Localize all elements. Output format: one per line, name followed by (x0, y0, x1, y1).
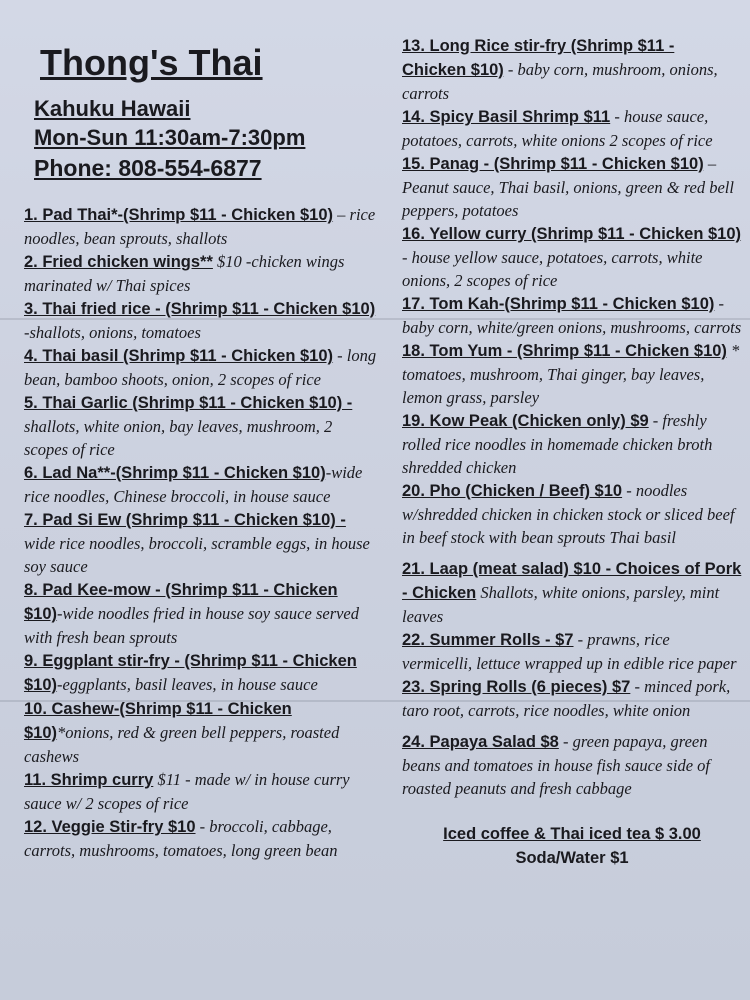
menu-item (24, 203, 380, 250)
item-name: 14. Spicy Basil Shrimp $11 (402, 108, 611, 126)
item-name: 1. Pad Thai*-(Shrimp $11 - Chicken $10) (24, 206, 334, 224)
menu-item (24, 649, 380, 697)
menu-item (402, 557, 742, 628)
item-name: 21. Laap (meat salad) $10 - Choices of Pork - Chicken (402, 560, 742, 602)
opening-hours: Mon-Sun 11:30am-7:30pm (34, 125, 306, 150)
item-description: - long bean, bamboo shoots, onion, 2 scopes of rice (24, 346, 377, 389)
drinks-soda-water: Soda/Water $1 (515, 849, 629, 867)
item-description: wide rice noodles, broccoli, scramble eggs, in house soy sauce (24, 534, 370, 576)
menu-item (24, 815, 380, 862)
item-name: 11. Shrimp curry (24, 771, 154, 789)
restaurant-name: Thong's Thai (40, 42, 263, 83)
phone-number: Phone: 808-554-6877 (34, 155, 262, 181)
item-name: 2. Fried chicken wings** (24, 253, 213, 271)
item-name: 23. Spring Rolls (6 pieces) $7 (402, 678, 631, 696)
menu-item (24, 461, 380, 508)
item-name: 22. Summer Rolls - $7 (402, 631, 574, 649)
item-description: - green papaya, green beans and tomatoes in house fish sauce side of roasted peanuts and fresh cabbage (402, 732, 710, 798)
item-name: 4. Thai basil (Shrimp $11 - Chicken $10) (24, 347, 334, 365)
item-name: 8. Pad Kee-mow - (Shrimp $11 - Chicken $10) (24, 581, 338, 623)
item-description: - broccoli, cabbage, carrots, mushrooms, tomatoes, long green bean (24, 817, 338, 860)
item-description: Shallots, white onions, parsley, mint leaves (402, 583, 720, 626)
item-name: 12. Veggie Stir-fry $10 (24, 818, 196, 836)
item-name: 9. Eggplant stir-fry - (Shrimp $11 - Chicken $10) (24, 652, 357, 694)
item-name: 3. Thai fried rice - (Shrimp $11 - Chicken $10) (24, 300, 376, 318)
location: Kahuku Hawaii (34, 96, 191, 121)
menu-item (402, 675, 742, 722)
item-name: 18. Tom Yum - (Shrimp $11 - Chicken $10) (402, 342, 727, 360)
drinks-section (402, 822, 742, 870)
menu-item (402, 479, 742, 549)
item-name: 16. Yellow curry (Shrimp $11 - Chicken $10) (402, 225, 742, 243)
item-description: - noodles w/shredded chicken in chicken stock or sliced beef in beef stock with bean sprouts Thai basil (402, 481, 735, 547)
menu-item (402, 409, 742, 479)
menu-item (402, 34, 742, 105)
item-name: 6. Lad Na**-(Shrimp $11 - Chicken $10) (24, 464, 326, 482)
item-description: -shallots, onions, tomatoes (24, 323, 201, 342)
left-column (24, 0, 380, 862)
item-description: - baby corn, white/green onions, mushrooms, carrots (402, 294, 742, 337)
item-description: -eggplants, basil leaves, in house sauce (57, 675, 318, 694)
menu-item (402, 730, 742, 800)
menu-item (24, 768, 380, 815)
menu-item (24, 297, 380, 344)
item-description: shallots, white onion, bay leaves, mushroom, 2 scopes of rice (24, 417, 333, 459)
item-description: *onions, red & green bell peppers, roasted cashews (24, 723, 340, 766)
menu-item (402, 628, 742, 675)
menu-item (24, 578, 380, 649)
item-description: -wide rice noodles, Chinese broccoli, in house sauce (24, 463, 363, 506)
item-name: 10. Cashew-(Shrimp $11 - Chicken $10) (24, 700, 292, 742)
item-name: 17. Tom Kah-(Shrimp $11 - Chicken $10) (402, 295, 715, 313)
item-description: * tomatoes, mushroom, Thai ginger, bay leaves, lemon grass, parsley (402, 341, 740, 407)
item-description: - freshly rolled rice noodles in homemade chicken broth shredded chicken (402, 411, 713, 477)
right-menu-list (402, 34, 742, 800)
item-description: - minced pork, taro root, carrots, rice noodles, white onion (402, 677, 731, 720)
left-menu-list (24, 203, 380, 862)
menu-item (402, 339, 742, 409)
menu-item (24, 391, 380, 461)
item-name: 13. Long Rice stir-fry (Shrimp $11 - Chicken $10) (402, 37, 675, 79)
menu-item (24, 250, 380, 297)
item-description: – rice noodles, bean sprouts, shallots (24, 205, 376, 248)
menu-item (24, 344, 380, 391)
menu-header (34, 0, 380, 183)
menu-item (402, 292, 742, 339)
item-name: 19. Kow Peak (Chicken only) $9 (402, 412, 649, 430)
menu-item (24, 697, 380, 768)
item-description: $11 - made w/ in house curry sauce w/ 2 scopes of rice (24, 770, 350, 813)
item-name: 5. Thai Garlic (Shrimp $11 - Chicken $10) - (24, 394, 353, 412)
right-column (402, 0, 742, 870)
drinks-coffee-tea: Iced coffee & Thai iced tea $ 3.00 (443, 825, 701, 843)
menu-item (24, 508, 380, 578)
item-description: - house sauce, potatoes, carrots, white onions 2 scopes of rice (402, 107, 713, 150)
item-description: - house yellow sauce, potatoes, carrots, white onions, 2 scopes of rice (402, 248, 703, 290)
item-description: - baby corn, mushroom, onions, carrots (402, 60, 718, 103)
item-description: –Peanut sauce, Thai basil, onions, green & red bell peppers, potatoes (402, 154, 734, 220)
item-name: 7. Pad Si Ew (Shrimp $11 - Chicken $10) - (24, 511, 346, 529)
item-name: 24. Papaya Salad $8 (402, 733, 559, 751)
item-name: 20. Pho (Chicken / Beef) $10 (402, 482, 623, 500)
menu-item (402, 152, 742, 222)
item-description: - prawns, rice vermicelli, lettuce wrapped up in edible rice paper (402, 630, 737, 673)
item-name: 15. Panag - (Shrimp $11 - Chicken $10) (402, 155, 704, 173)
menu-item (402, 222, 742, 292)
menu-item (402, 105, 742, 152)
item-description: $10 -chicken wings marinated w/ Thai spices (24, 252, 345, 295)
item-description: -wide noodles fried in house soy sauce served with fresh bean sprouts (24, 604, 360, 647)
